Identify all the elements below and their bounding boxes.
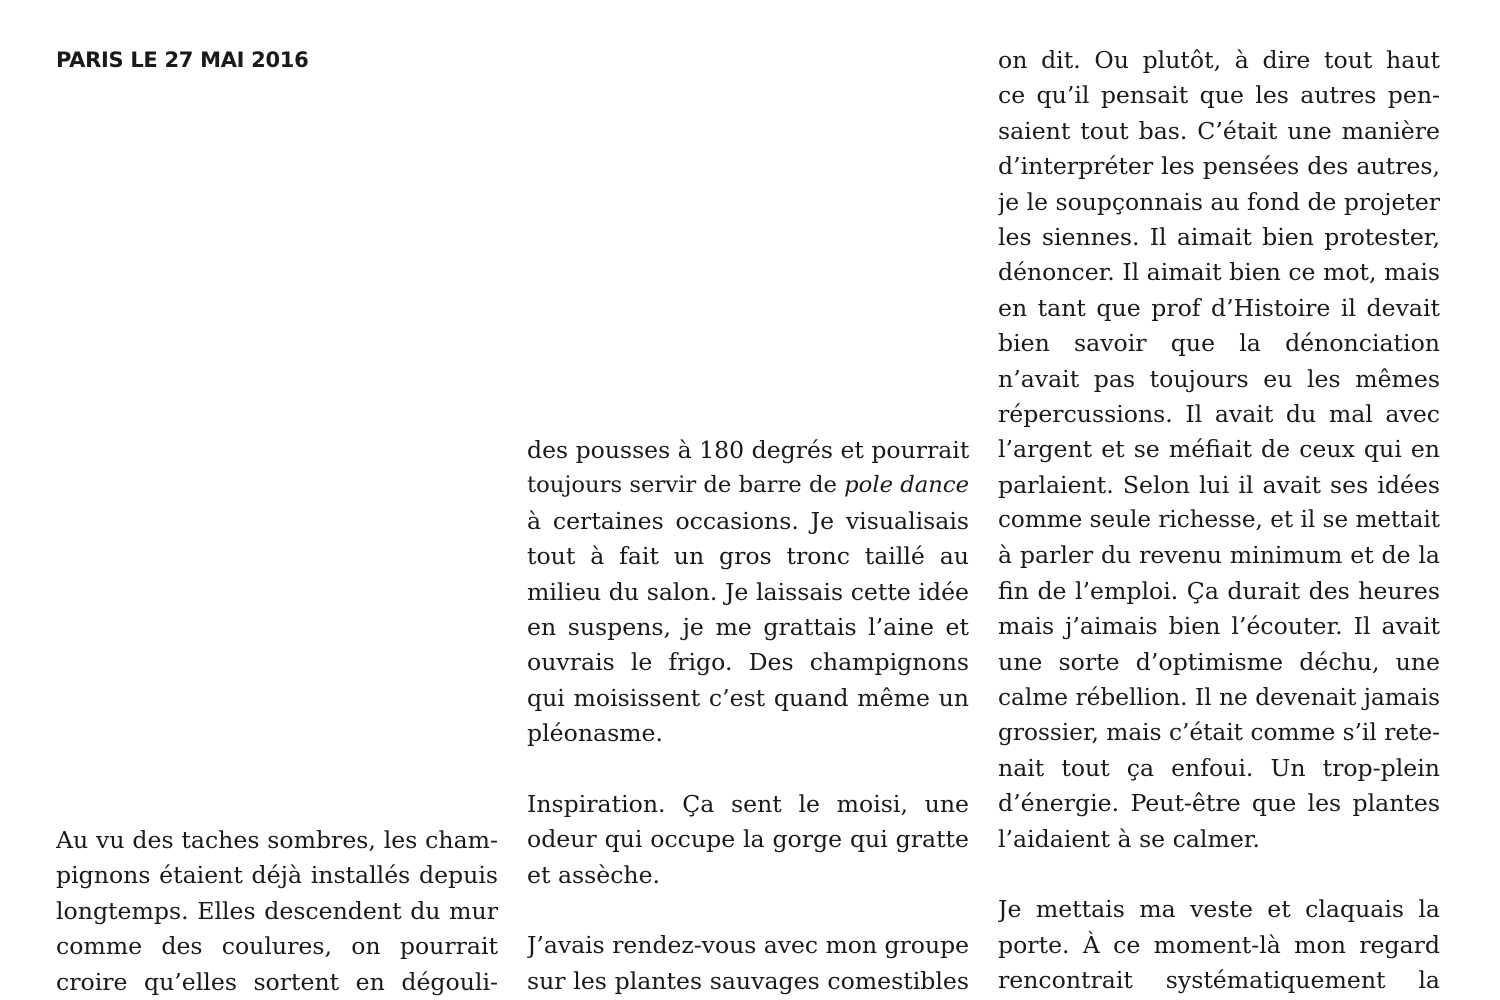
- text-line: Au vu des taches sombres, les cham-: [56, 826, 498, 854]
- text-line: odeur qui occupe la gorge qui gratte: [527, 825, 969, 854]
- text-line: une sorte d’optimisme déchu, une: [998, 647, 1440, 676]
- text-line: comme des coulures, on pourrait: [56, 932, 498, 961]
- text-line: Je mettais ma veste et claquais la: [998, 895, 1440, 924]
- text-line: nait tout ça enfoui. Un trop-plein: [998, 753, 1440, 782]
- text-line: en tant que prof d’Histoire il devait: [998, 293, 1440, 322]
- paragraph: [527, 787, 969, 893]
- text-line: tout à fait un gros tronc taillé au: [527, 542, 969, 571]
- text-line: mais j’aimais bien l’écouter. Il avait: [998, 612, 1440, 641]
- column-middle: [527, 433, 969, 999]
- text-line: milieu du salon. Je laissais cette idée: [527, 577, 969, 606]
- text-line: et assèche.: [527, 860, 661, 889]
- text-line: on dit. Ou plutôt, à dire tout haut: [998, 46, 1440, 74]
- text-line: répercussions. Il avait du mal avec: [998, 399, 1440, 428]
- text-line: J’avais rendez-vous avec mon groupe: [527, 931, 969, 960]
- text-line: sur les plantes sauvages comestibles: [527, 966, 969, 995]
- paragraph: [998, 43, 1440, 857]
- text-line: en suspens, je me grattais l’aine et: [527, 612, 969, 641]
- text-line: calme rébellion. Il ne devenait jamais: [998, 684, 1440, 712]
- text-line: les siennes. Il aimait bien protester,: [998, 222, 1440, 251]
- text-line: grossier, mais c’était comme s’il rete-: [998, 719, 1440, 747]
- text-line: des pousses à 180 degrés et pourrait: [527, 436, 969, 464]
- text-line: à certaines occasions. Je visualisais: [527, 506, 969, 535]
- text-line: à parler du revenu minimum et de la: [998, 541, 1440, 570]
- text-line: croire qu’elles sortent en dégouli-: [56, 967, 498, 996]
- paragraph: [527, 928, 969, 999]
- text-line: pignons étaient déjà installés depuis: [56, 861, 498, 890]
- text-line: l’aidaient à se calmer.: [998, 824, 1260, 853]
- paragraph-gap: [527, 752, 969, 787]
- text-line: fin de l’emploi. Ça durait des heures: [998, 576, 1440, 605]
- text-line: dénoncer. Il aimait bien ce mot, mais: [998, 258, 1440, 287]
- text-line: pléonasme.: [527, 719, 664, 748]
- text-line: Inspiration. Ça sent le moisi, une: [527, 789, 969, 818]
- text-line: d’interpréter les pensées des autres,: [998, 152, 1440, 181]
- text-line: comme seule richesse, et il se mettait: [998, 507, 1440, 534]
- text-line: qui moisissent c’est quand même un: [527, 683, 969, 712]
- text-line: d’énergie. Peut-être que les plantes: [998, 789, 1440, 818]
- paragraph: [998, 892, 1440, 998]
- text-line: parlaient. Selon lui il avait ses idées: [998, 470, 1440, 499]
- column-right: [998, 43, 1440, 999]
- text-line: je le soupçonnais au fond de projeter: [998, 187, 1440, 216]
- text-segment: toujours servir de barre de: [527, 472, 837, 499]
- text-line: bien savoir que la dénonciation: [998, 329, 1440, 358]
- paragraph-gap: [527, 893, 969, 928]
- text-line: saient tout bas. C’était une manière: [998, 116, 1440, 145]
- dateline: PARIS LE 27 MAI 2016: [56, 48, 309, 72]
- text-line: ce qu’il pensait que les autres pen-: [998, 81, 1440, 110]
- text-line: [527, 468, 969, 503]
- text-line: l’argent et se méfiait de ceux qui en: [998, 435, 1440, 464]
- text-line: porte. À ce moment-là mon regard: [998, 930, 1440, 959]
- text-line: ouvrais le frigo. Des champignons: [527, 648, 969, 677]
- text-line: rencontrait systématiquement la: [998, 966, 1440, 995]
- paragraph: [527, 433, 969, 752]
- column-left: [56, 823, 498, 1000]
- text-line: n’avait pas toujours eu les mêmes: [998, 364, 1440, 393]
- paragraph-gap: [998, 857, 1440, 892]
- italic-term: pole dance: [844, 472, 969, 499]
- text-line: longtemps. Elles descendent du mur: [56, 896, 498, 925]
